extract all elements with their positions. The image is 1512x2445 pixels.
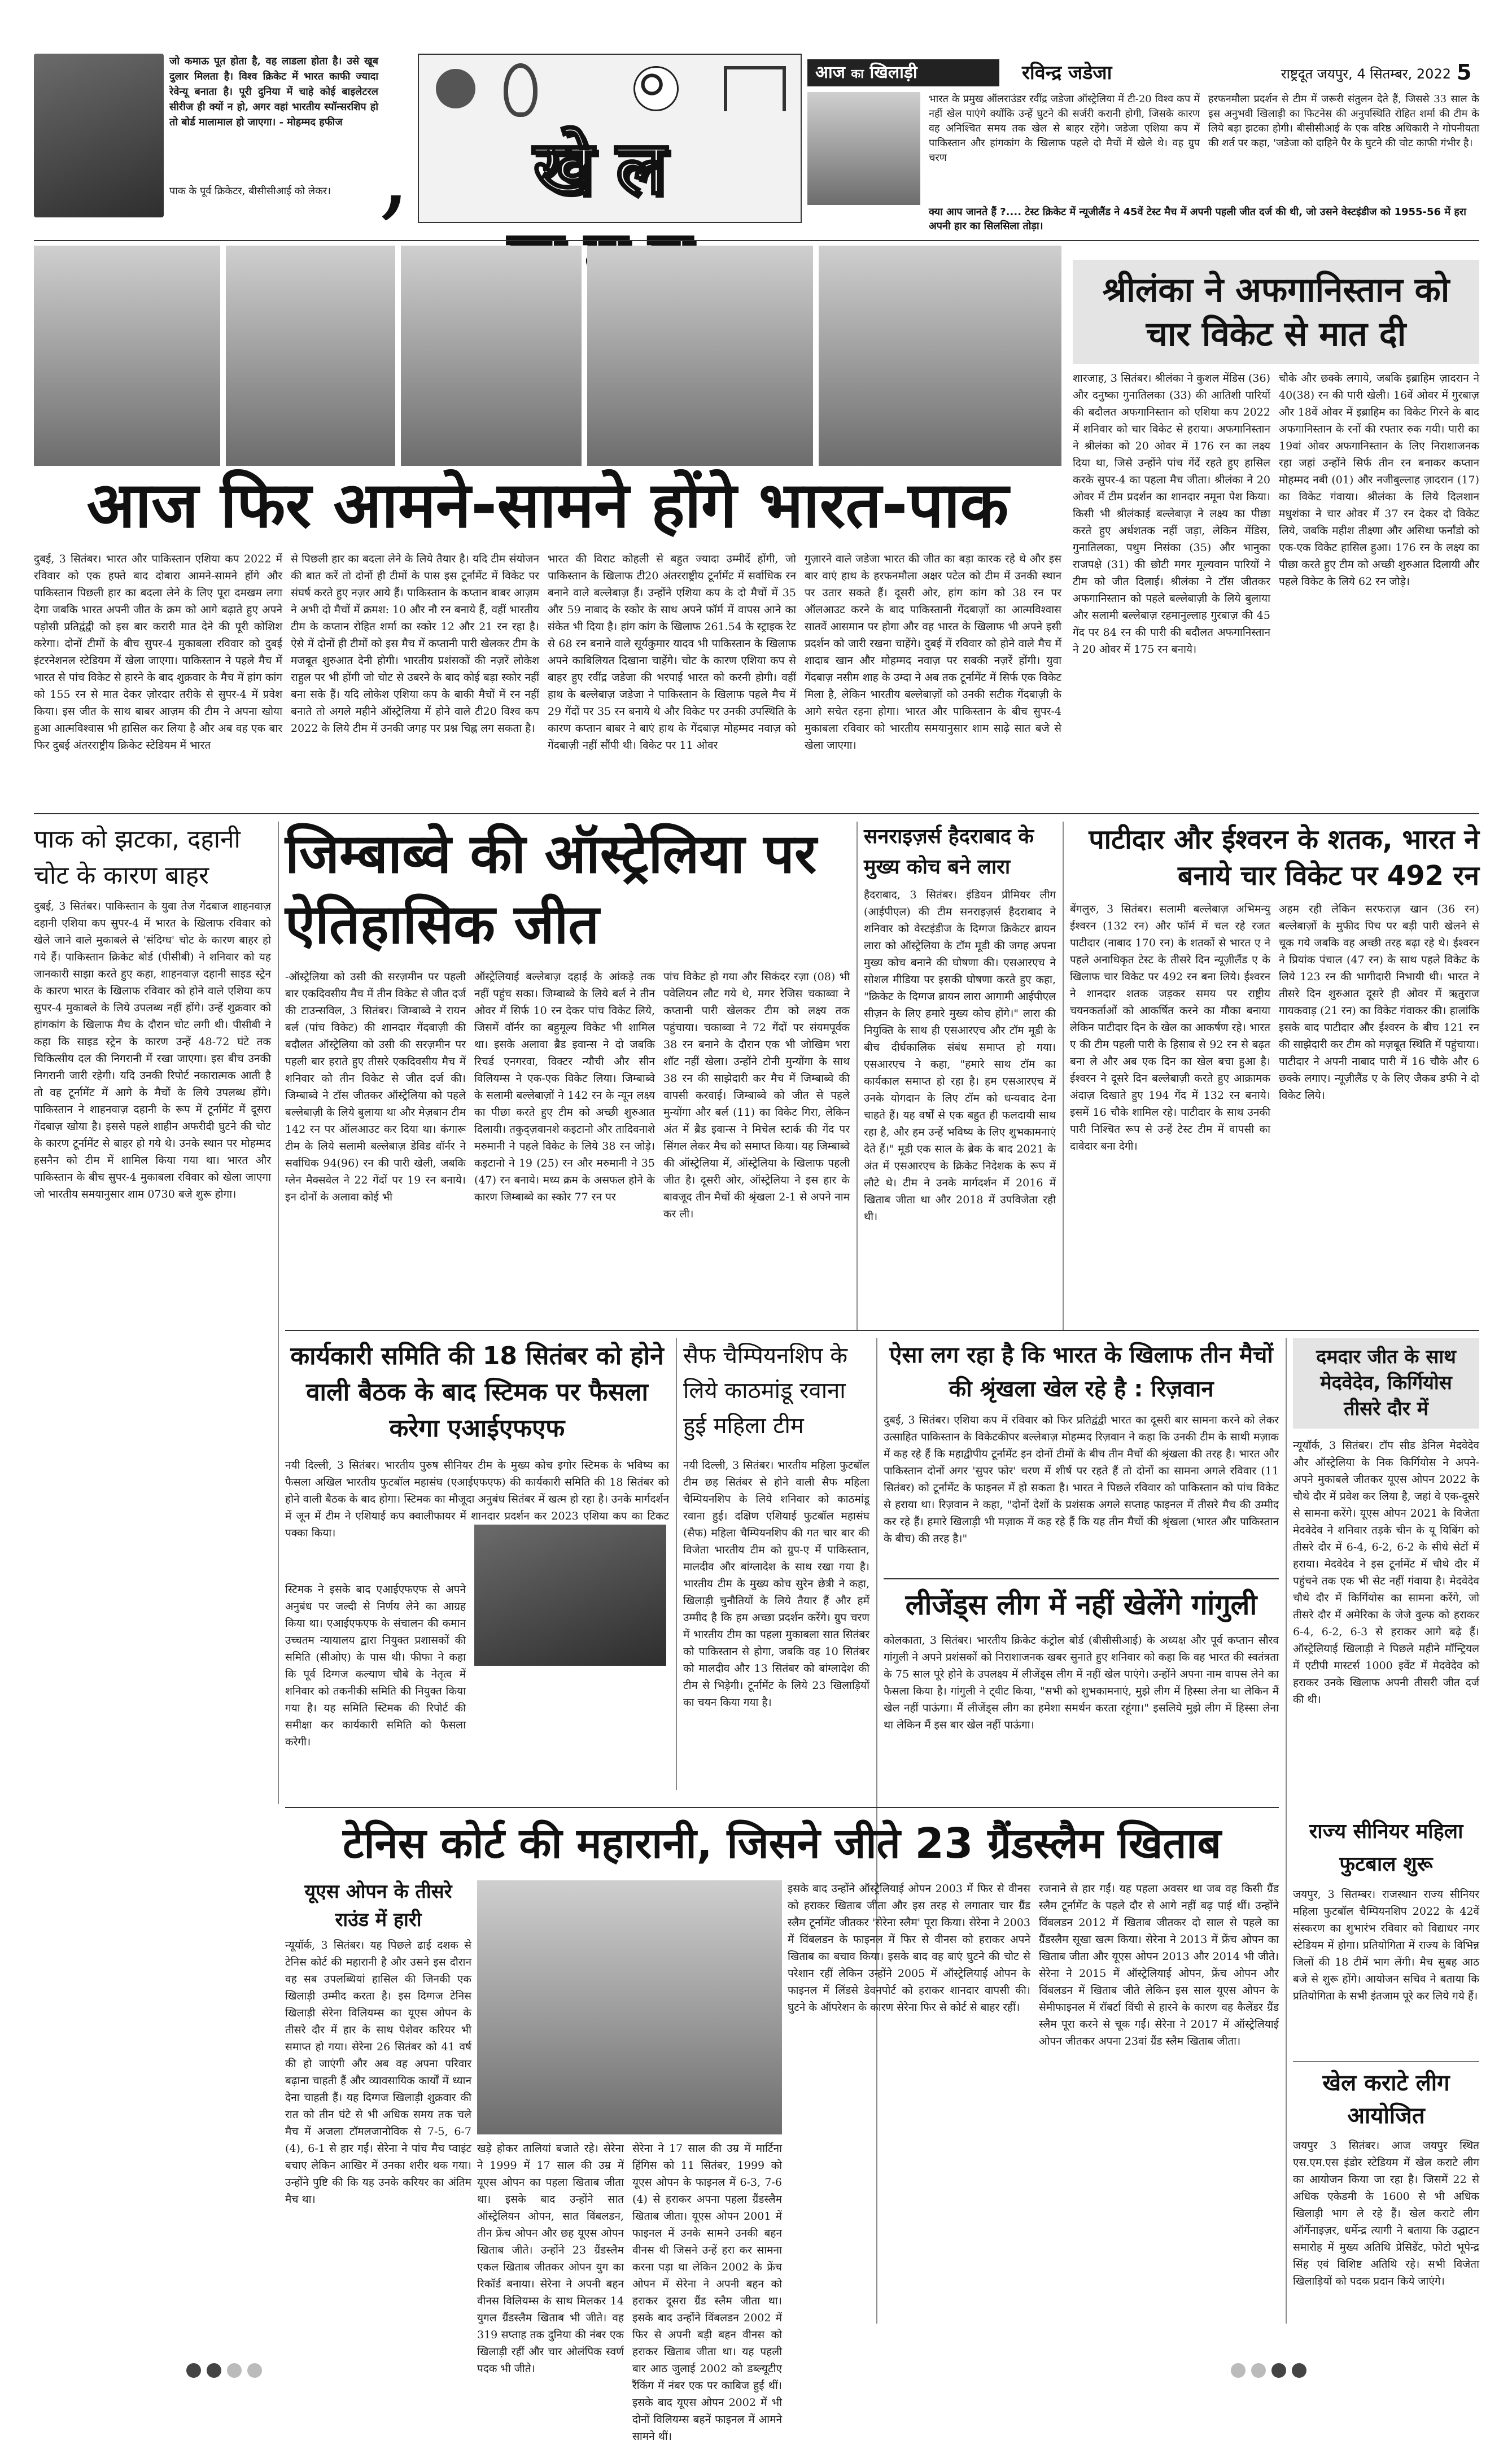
khiladi-label: खिलाड़ी: [869, 63, 917, 82]
row3-rule: [285, 1807, 1279, 1808]
dateline: राष्ट्रदूत जयपुर, 4 सितम्बर, 2022: [1281, 66, 1451, 82]
lead-photo-3: [401, 246, 582, 466]
row2-vrule-2: [856, 822, 858, 1330]
serena-subhead: यूएस ओपन के तीसरे राउंड में हारी: [304, 1880, 452, 1931]
medvedev-headline-box: [1293, 1338, 1479, 1429]
srilanka-headline-box: [1073, 260, 1479, 364]
page-number: 5: [1457, 60, 1472, 85]
lead-headline: आज फिर आमने-सामने होंगे भारत-पाक: [86, 469, 1009, 542]
serena-col-2: खड़े होकर तालियां बजाते रहे। सेरेना ने 1999 में 17 साल की उम्र में यूएस ओपन का पहला खिताब जीता था। इसके बाद उन्होंने सात ऑस्ट्रेलियन ओपन, सात विंबलडन, तीन फ्रेंच ओपन और छह यूएस ओपन खिताब जीते। उन्होंने 23 ग्रैंडस्लैम एकल खिताब जीतकर ओपन युग का रिकॉर्ड बनाया। सेरेना ने अपनी बहन वीनस विलियम्स के साथ मिलकर 14 युगल ग्रैंडस्लैम खिताब भी जीते। वह 319 सप्ताह तक दुनिया की नंबर एक खिलाड़ी रहीं और चार ओलंपिक स्वर्ण पदक भी जीते।: [477, 2142, 624, 2375]
lead-col-2: से पिछली हार का बदला लेने के लिये तैयार है। यदि टीम संयोजन की बात करें तो दोनों ही टीमों के पास इस टूर्नामेंट में विकेट पर संघर्ष करते हुए नज़र आये हैं। पाकिस्तान के कप्तान बाबर आज़म ने अभी दो मैचों में क्रमश: 10 और नौ रन बनाये हैं, वहीं भारतीय टीम के कप्तान रोहित शर्मा का स्कोर 12 और 21 रन रहा है। ऐसे में दोनों ही टीमों को इस मैच में कप्तानी पारी खेलकर टीम के मजबूत शुरुआत देनी होगी। भारतीय प्रशंसकों की नज़रें लोकेश राहुल पर भी होंगी जो चोट से उबरने के बाद कोई बड़ा स्कोर नहीं बना सके हैं। यदि लोकेश एशिया कप के बाकी मैचों में रन नहीं बनाते तो अगले महीने ऑस्ट्रेलिया में होने वाले टी20 विश्व कप 2022 के लिये टीम में उनकी जगह पर प्रश्न चिह्न लग सकता है।: [291, 553, 539, 735]
karate-headline: खेल कराटे लीग आयोजित: [1322, 2070, 1450, 2129]
rizwan-body: दुबई, 3 सितंबर। एशिया कप में रविवार को फिर प्रतिद्वंद्वी भारत का दूसरी बार सामना करने को लेकर उत्साहित पाकिस्तान के विकेटकीपर बल्लेबाज़ मोहम्मद रिज़वान ने कहा कि उनकी टीम के साथी मज़ाक में कह रहे हैं कि महाद्वीपीय टूर्नामेंट इन दोनों टीमों के बीच तीन मैचों की श्रृंखला की तरह है। भारत और पाकिस्तान दोनों अगर 'सुपर फोर' चरण में शीर्ष पर रहते हैं तो दोनों का सामना अगले रविवार (11 सितंबर) को टूर्नामेंट के फाइनल में हो सकता है। भारत ने पिछले रविवार को पाकिस्तान को पांच विकेट से हराया था। रिज़वान ने कहा, "दोनों देशों के प्रशंसक अगले सप्ताह फाइनल में तीसरे मैच की उम्मीद कर रहे हैं। हमारे खिलाड़ी भी मज़ाक में कह रहे हैं कि यह तीन मैचों की श्रृंखला (भारत और पाकिस्तान के बीच) की तरह है।": [884, 1414, 1279, 1545]
football-icon: [633, 66, 679, 111]
row3-vrule-3: [1286, 1338, 1287, 2324]
footer-dot: [1231, 2363, 1246, 2378]
row2-vrule-3: [1063, 822, 1064, 1330]
masthead: [34, 54, 1479, 234]
pak-injury-headline: पाक को झटका, दहानी चोट के कारण बाहर: [34, 825, 241, 890]
footer-dot: [227, 2363, 242, 2378]
footer-dot: [186, 2363, 201, 2378]
row2-vrule-1: [278, 822, 279, 1804]
medvedev-headline: दमदार जीत के साथ मेदवेदेव, किर्गियोस तीसरे दौर में: [1316, 1346, 1456, 1420]
gangly-body: कोलकाता, 3 सितंबर। भारतीय क्रिकेट कंट्रोल बोर्ड (बीसीसीआई) के अध्यक्ष और पूर्व कप्तान सौरव गांगुली ने अपने प्रशंसकों को निराशाजनक खबर सुनाते हुए शनिवार को कहा कि वह भारत की स्वतंत्रता के 75 साल पूरे होने के उपलक्ष्य में लीजेंड्स लीग में नहीं खेल पाएंगे। उन्होंने अपना नाम वापस लेने का फैसला किया है। गांगुली ने ट्वीट किया, "सभी को शुभकामनाएं, मुझे लीग में हिस्सा लेना था लेकिन मैं खेल नहीं पाऊंगा। मैं लीजेंड्स लीग का हमेशा समर्थन करता रहूंगा।" इसलिये मुझे लीग में हिस्सा लेना था लेकिन मैं इस बार खेल नहीं पाऊंगा।: [884, 1634, 1279, 1731]
safchamp-headline: सैफ चैम्पियनशिप के लिये काठमांडू रवाना हुई महिला टीम: [683, 1343, 847, 1439]
left-briefs-placeholder: [34, 1355, 271, 2326]
jadeja-text-2: हरफनमौला प्रदर्शन से टीम में जरूरी संतुलन देते हैं, जिससे 33 साल के इस अनुभवी खिलाड़ी का फिटनेस की अनुपस्थिति रोहित शर्मा की टीम के लिये बड़ा झटका होगी। बीसीसीआई के एक वरिष्ठ अधिकारी ने गोपनीयता की शर्त पर कहा, 'जडेजा को दाहिने पैर के घुटने की चोट काफी गंभीर है।: [1208, 93, 1479, 149]
lead-photo-2: [226, 246, 395, 466]
srilanka-col-1: शारजाह, 3 सितंबर। श्रीलंका ने कुशल मेंडिस (36) और दनुष्का गुनातिलका (33) की आतिशी पारियों की बदौलत अफगानिस्तान को एशिया कप 2022 में शनिवार को चार विकेट से हराया। अफगानिस्तान ने श्रीलंका को 20 ओवर में 176 रन का लक्ष्य दिया था, जिसे उन्होंने पांच गेंदें रहते हुए हासिल करके सुपर-4 का पहला मैच जीता। श्रीलंका ने 20 ओवर में टीम प्रदर्शन का शानदार नमूना पेश किया। किसी भी श्रीलंकाई बल्लेबाज़ ने लक्ष्य का पीछा करते हुए अर्धशतक नहीं जड़ा, लेकिन मेंडिस, गुनातिलका, पथुम निसंका (35) और भानुका राजपक्षे (31) की छोटी मगर मूल्यवान पारियों ने टीम को जीत दिलाई। श्रीलंका ने टॉस जीतकर अफगानिस्तान को पहले बल्लेबाज़ी के लिये बुलाया और सलामी बल्लेबाज़ रहमानुल्लाह गुरबाज़ की 45 गेंद पर 84 रन की पारी की बदौलत अफगानिस्तान ने 20 ओवर में 175 रन बनाये।: [1073, 372, 1270, 656]
player-name: रविन्द्र जडेजा: [1022, 62, 1112, 84]
rizwan-headline: ऐसा लग रहा है कि भारत के खिलाफ तीन मैचों की श्रृंखला खेल रहे है : रिज़वान: [889, 1342, 1273, 1402]
serena-col-4: इसके बाद उन्होंने ऑस्ट्रेलियाई ओपन 2003 में फिर से वीनस को हराकर खिताब जीता और इस तरह से लगातार चार ग्रैंड स्लैम टूर्नामेंट जीतकर 'सेरेना स्लैम' पूरा किया। सेरेना ने 2003 में विंबलडन के फाइनल में फिर से वीनस को हराकर अपने खिताब का बचाव किया। इसके बाद वह बाएं घुटने की चोट से परेशान रहीं लेकिन उन्होंने 2005 में ऑस्ट्रेलियाई ओपन के फाइनल में लिंडसे डेवनपोर्ट को हराकर शानदार वापसी की। घुटने के ऑपरेशन के कारण सेरेना फिर से कोर्ट से बाहर रहीं।: [788, 1883, 1030, 2014]
execcom-col-2: स्टिमक ने इसके बाद एआईएफएफ से अपने अनुबंध पर जल्दी से निर्णय लेने का आग्रह किया था। एआईएफएफ के संचालन की कमान उच्चतम न्यायालय द्वारा नियुक्त प्रशासकों की समिति (सीओए) के पास थी। फीफा ने कहा कि पूर्व दिग्गज कल्याण चौबे के नेतृत्व में शनिवार को तकनीकी समिति की नियुक्त किया गया है। यह समिति स्टिमक की रिपोर्ट की समीक्षा कर कार्यकारी समिति को फैसला करेगी।: [285, 1583, 466, 1748]
footer-dot: [1271, 2363, 1286, 2378]
masthead-rule: [34, 240, 1479, 241]
srh-headline: सनराइज़र्स हैदराबाद के मुख्य कोच बने लारा: [864, 825, 1034, 879]
did-you-know: क्या आप जानते हैं ?.... टेस्ट क्रिकेट में न्यूजीलैंड ने 45वें टेस्ट मैच में अपनी पहली जीत दर्ज की थी, जो उसने वेस्टइंडीज को 1955-56 में हरा अपनी हार का सिलसिला तोड़ा।: [929, 206, 1466, 232]
patidar-col-1: बेंगलुरु, 3 सितंबर। सलामी बल्लेबाज़ अभिमन्यु ईश्वरन (132 रन) और फॉर्म में चल रहे रजत पाटीदार (नाबाद 170 रन) के शतकों से भारत ए ने पहले अनाधिकृत टेस्ट के तीसरे दिन न्यूज़ीलैंड ए के खिलाफ चार विकेट पर 492 रन बना लिये। ईश्वरन ने शानदार शतक जड़कर समय पर राष्ट्रीय चयनकर्ताओं को आकर्षित करने का मौका बनाया लेकिन पाटीदार दिन के खेल का आकर्षण रहे। भारत ए की टीम पहली पारी के हिसाब से 92 रन से बढ़त बना ले और अब एक दिन का खेल बचा हुआ है। ईश्वरन ने दूसरे दिन बल्लेबाज़ी करते हुए आक्रामक अंदाज़ दिखाते हुए 194 गेंद में 132 रन बनाये। इसमें 16 चौके शामिल रहे। पाटीदार के साथ उनकी पारी निश्चित रूप से उन्हें टेस्ट टीम में वापसी का दावेदार बना देगी।: [1070, 903, 1270, 1152]
serena-col-5: रजनाने से हार गईं। यह पहला अवसर था जब वह किसी ग्रैंड स्लैम टूर्नामेंट के पहले दौर से आगे नहीं बढ़ पाई थीं। उन्होंने विंबलडन 2012 में खिताब जीतकर दो साल से पहले का ग्रैंडस्लैम सूखा खत्म किया। सेरेना ने 2013 में फ्रेंच ओपन का खिताब जीता और यूएस ओपन 2013 और 2014 भी जीते। सेरेना ने 2015 में ऑस्ट्रेलियाई ओपन, फ्रेंच ओपन और विंबलडन में खिताब जीते लेकिन इस साल यूएस ओपन के सेमीफाइनल में रॉबर्टा विंची से हारने के कारण वह कैलेंडर ग्रैंड स्लैम पूरा करने से चूक गईं। सेरेना ने 2017 में ऑस्ट्रेलियाई ओपन जीतकर अपना 23वां ग्रैंड स्लैम खिताब जीता।: [1039, 1883, 1279, 2047]
karate-rule: [1293, 2061, 1479, 2062]
cricket-ball-icon: [436, 69, 475, 108]
lead-col-3: भारत की विराट कोहली से बहुत ज्यादा उम्मीदें होंगी, जो पाकिस्तान के खिलाफ टी20 अंतरराष्ट्रीय टूर्नामेंट में सर्वाधिक रन बनाने वाले बल्लेबाज़ हैं। उन्होंने एशिया कप के दो मैचों में 35 और 59 नाबाद के स्कोर के साथ अपने फॉर्म में वापस आने का संकेत भी दिया है। हांग कांग के खिलाफ 261.54 के स्ट्राइक रेट से 68 रन बनाने वाले सूर्यकुमार यादव भी पाकिस्तान के खिलाफ अपने काबिलियत दिखाना चाहेंगे। चोट के कारण एशिया कप से बाहर हुए रवींद्र जडेजा की भरपाई भारत को करनी होगी। वहीं हाथ के बल्लेबाज़ जडेजा ने पाकिस्तान के खिलाफ पहले मैच में 29 गेंदों पर 35 रन बनाये थे और विकेट पर उनकी उपस्थिति के कारण कप्तान बाबर ने बाएं हाथ के गेंदबाज़ मोहम्मद नवाज़ को गेंदबाज़ी नहीं सौंपी थी। विकेट पर 11 ओवर: [548, 553, 796, 752]
zim-col-3: पांच विकेट हो गया और सिकंदर रज़ा (08) भी पवेलियन लौट गये थे, मगर रेजिस चकाब्वा ने कप्तानी पारी खेलकर टीम को लक्ष्य तक पहुंचाया। चकाब्वा ने 72 गेंदों पर संयमपूर्वक 38 रन बनाने के दौरान एक भी जोखिम भरा शॉट नहीं खेला। उन्होंने टोनी मुन्योंगा के साथ 38 रन की साझेदारी कर मैच में जिम्बाब्वे की वापसी करवाई। जिम्बाब्वे को जीत से पहले मुन्योंगा और बर्ल (11) का विकेट गिरा, लेकिन अंत में ब्रैड इवान्स ने मिचेल स्टार्क की गेंद पर सिंगल लेकर मैच को समाप्त किया। यह जिम्बाब्वे की ऑस्ट्रेलिया में, ऑस्ट्रेलिया के खिलाफ पहली जीत है। दूसरी ओर, ऑस्ट्रेलिया ने इस हार के बावजूद तीन मैचों की श्रृंखला 2-1 से अपने नाम कर ली।: [663, 971, 850, 1220]
row1-rule: [34, 813, 1479, 814]
karate-body: जयपुर 3 सितंबर। आज जयपुर स्थित एस.एम.एस इंडोर स्टेडियम में खेल कराटे लीग का आयोजन किया जा रहा है। जिसमें 22 से अधिक एकेडमी के 1600 से भी अधिक खिलाड़ी भाग ले रहे हैं। खेल कराटे लीग ऑर्गेनाइज़र, धर्मेन्द्र त्यागी ने बताया कि उद्घाटन समारोह में मुख्य अतिथि प्रेसिडेंट, फोटो भूपेन्द्र सिंह एवं विशिष्ट अतिथि रहे। सभी विजेता खिलाड़ियों को पदक प्रदान किये जाएंगे।: [1293, 2140, 1479, 2287]
medvedev-body: न्यूयॉर्क, 3 सितंबर। टॉप सीड डेनिल मेदवेदेव और ऑस्ट्रेलिया के निक किर्गियोस ने अपने-अपने मुकाबले जीतकर यूएस ओपन 2022 के चौथे दौर में प्रवेश कर लिया है, जहां वे एक-दूसरे से सामना करेंगे। यूएस ओपन 2021 के विजेता मेदवेदेव ने शनिवार तड़के चीन के यू यिबिंग को तीसरे दौर में 6-4, 6-2, 6-2 के सीधे सेटों में हराया। मेदवेदेव ने इस टूर्नामेंट में चौथे दौर में पहुंचने तक एक भी सेट नहीं गंवाया है। मेदवेदेव चौथे दौर में किर्गियोस का सामना करेंगे, जो तीसरे दौर में अमेरिका के जेजे वुल्फ को हराकर 6-4, 6-2, 6-3 से हराकर आगे बढ़े हैं। ऑस्ट्रेलियाई खिलाड़ी ने पिछले महीने मॉन्ट्रियल में एटीपी मास्टर्स 1000 इवेंट में मेदवेदेव को हराकर उनके खिलाफ अपनी तीसरी जीत दर्ज की थी।: [1293, 1439, 1479, 1706]
rajfootball-body: जयपुर, 3 सितम्बर। राजस्थान राज्य सीनियर महिला फुटबॉल चैम्पियनशिप 2022 के 42वें संस्करण का शुभारंभ रविवार को विद्याधर नगर स्टेडियम में होगा। प्रतियोगिता में राज्य के विभिन्न जिलों की 18 टीमें भाग लेंगी। मैच सुबह आठ बजे से शुरू होंगे। आयोजन सचिव ने बताया कि प्रतियोगिता के सभी इंतजाम पूरे कर लिये गये हैं।: [1293, 1888, 1479, 2002]
safchamp-body: नयी दिल्ली, 3 सितंबर। भारतीय महिला फुटबॉल टीम छह सितंबर से होने वाली सैफ महिला चैम्पियनशिप के लिये शनिवार को काठमांडू रवाना हुई। दक्षिण एशियाई फुटबॉल महासंघ (सैफ) महिला चैम्पियनशिप की गत चार बार की विजेता भारतीय टीम को ग्रुप-ए में पाकिस्तान, मालदीव और बांग्लादेश के साथ रखा गया है। भारतीय टीम के मुख्य कोच सुरेन छेत्री ने कहा, खिलाड़ी चुनौतियों के लिये तैयार हैं और हमें उम्मीद है कि हम अच्छा प्रदर्शन करेंगे। ग्रुप चरण में भारतीय टीम का पहला मुकाबला सात सितंबर को पाकिस्तान से होगा, जबकि वह 10 सितंबर को मालदीव और 13 सितंबर को बांग्लादेश की टीम से भिड़ेगी। टूर्नामेंट के लिये 23 खिलाड़ियों का चयन किया गया है।: [683, 1459, 869, 1709]
quote-mark-icon: ,: [378, 113, 411, 231]
jadeja-text: भारत के प्रमुख ऑलराउंडर रवींद्र जडेजा ऑस्ट्रेलिया में टी-20 विश्व कप में नहीं खेल पाएंगे क्योंकि उन्हें घुटने की सर्जरी करानी होगी, जिसके कारण वह अनिश्चित समय तक खेल से बाहर रहेंगे। जडेजा एशिया कप में पाकिस्तान और हांगकांग के खिलाफ पहले दो मैचों में खेले थे। वह ग्रुप चरण: [929, 93, 1200, 164]
lead-photo-5: [819, 246, 1061, 466]
lead-col-4: गुज़ारने वाले जडेजा भारत की जीत का बड़ा कारक रहे थे और इस बार वाएं हाथ के हरफनमौला अक्षर पटेल को टीम में उनकी स्थान पर उतार सकते हैं। दूसरी ओर, हांग कांग को 38 रन पर ऑलआउट करने के बाद पाकिस्तानी गेंदबाज़ों का आत्मविश्वास सातवें आसमान पर होगा और वह भारत के खिलाफ भी अपने इसी प्रदर्शन को जारी रखना चाहेंगे। दुबई में रविवार को होने वाले मैच में शादाब खान और मोहम्मद नवाज़ पर सबकी नज़रें होंगी। युवा गेंदबाज़ नसीम शाह के उम्दा ने अब तक टूर्नामेंट में सिर्फ एक विकेट मिला है, लेकिन भारतीय बल्लेबाज़ों को उनकी सटीक गेंदबाज़ी के आगे सचेत रहना होगा। भारत और पाकिस्तान के बीच सुपर-4 मुकाबला रविवार को भारतीय समयानुसार शाम साढ़े सात बजे से खेला जाएगा।: [805, 553, 1061, 752]
lead-col-1: दुबई, 3 सितंबर। भारत और पाकिस्तान एशिया कप 2022 में रविवार को एक हफ्ते बाद दोबारा आमने-सामने होंगे और पाकिस्तान पिछली हार का बदला लेने के लिए पूरा दमखम लगा देगा जबकि भारत अपनी जीत के क्रम को आगे बढ़ाते हुए अपने पड़ोसी प्रतिद्वंद्वी को इस बार करारी मात देने की पूरी कोशिश करेगा। दोनों टीमों के बीच सुपर-4 मुकाबला रविवार को दुबई इंटरनेशनल स्टेडियम में खेला जाएगा। पाकिस्तान ने पहले मैच में भारत से पांच विकेट से हारने के बाद शुक्रवार के मैच में हांग कांग को 155 रन से मात देकर ज़ोरदार तरीके से सुपर-4 में प्रवेश किया। इस जीत के साथ बाबर आज़म की टीम ने अपना खोया हुआ आत्मविश्वास भी हासिल कर लिया है और अब वह एक बार फिर दुबई अंतरराष्ट्रीय क्रिकेट स्टेडियम में भारत: [34, 553, 282, 752]
lead-photo-4: [587, 246, 813, 466]
srilanka-headline: श्रीलंका ने अफगानिस्तान को चार विकेट से मात दी: [1102, 270, 1450, 354]
gangly-headline: लीजेंड्स लीग में नहीं खेलेंगे गांगुली: [905, 1588, 1257, 1621]
row3-vrule-1: [676, 1338, 677, 1790]
zim-col-1: -ऑस्ट्रेलिया को उसी की सरज़मीन पर पहली बार एकदिवसीय मैच में तीन विकेट से जीत दर्ज की टाउन्सविल, 3 सितंबर। जिम्बाब्वे ने रायन बर्ल (पांच विकेट) की शानदार गेंदबाज़ी की बदौलत ऑस्ट्रेलिया को उसी की सरज़मीन पर पहली बार हराते हुए तीसरे एकदिवसीय मैच में शनिवार को तीन विकेट से जीत दर्ज की। जिम्बाब्वे ने टॉस जीतकर ऑस्ट्रेलिया को पहले बल्लेबाज़ी के लिये बुलाया था और मेज़बान टीम 142 रन पर ऑलआउट कर दिया था। कंगारू टीम के लिये सलामी बल्लेबाज़ डेविड वॉर्नर ने सर्वाधिक 94(96) रन की पारी खेली, जबकि ग्लेन मैक्सवेल ने 22 गेंदों पर 19 रन बनाये। इन दोनों के अलावा कोई भी: [285, 971, 466, 1203]
football-photo: [474, 1525, 666, 1666]
footer-dot: [1251, 2363, 1266, 2378]
gangly-rule: [884, 1578, 1279, 1579]
serena-headline: टेनिस कोर्ट की महारानी, जिसने जीते 23 ग्रैंडस्लैम खिताब: [343, 1819, 1221, 1868]
execcom-col-1: नयी दिल्ली, 3 सितंबर। भारतीय पुरुष सीनियर टीम के मुख्य कोच इगोर स्टिमक के भविष्य का फैसला अखिल भारतीय फुटबॉल महासंघ (एआईएफएफ) की कार्यकारी समिति की 18 सितंबर को होने वाली बैठक के बाद होगा। स्टिमक का मौजूदा अनुबंध सितंबर में खत्म हो रहा है। उनके मार्गदर्शन में जून में टीम ने एशियाई कप क्वालीफायर में शानदार प्रदर्शन कर 2023 एशिया कप का टिकट पक्का किया।: [285, 1459, 669, 1539]
jadeja-photo: [807, 92, 920, 205]
serena-photo: [477, 1880, 782, 2134]
srilanka-col-2: चौके और छक्के लगाये, जबकि इब्राहिम ज़ादरान ने 40(38) रन की पारी खेली। 16वें ओवर में गुरबाज़ और 18वें ओवर में इब्राहिम का विकेट गिरने के बाद अफगानिस्तान के रनों की रफ्तार रुक गयी। पारी का 19वां ओवर अफगानिस्तान के लिए निराशाजनक रहा जहां उन्होंने सिर्फ तीन रन बनाकर कप्तान मोहम्मद नबी (01) और नजीबुल्लाह ज़ादरान (17) का विकेट गंवाया। श्रीलंका के लिये दिलशान मधुशंका ने चार ओवर में 37 रन देकर दो विकेट लिये, जबकि महीश तीक्ष्णा और असिथा फर्नांडो को एक-एक विकेट हासिल हुआ। 176 रन के लक्ष्य का पीछा करते हुए टीम को अच्छी शुरुआत दिलायी और पहले विकेट के लिये 62 रन जोड़े।: [1279, 372, 1479, 588]
patidar-headline: पाटीदार और ईश्वरन के शतक, भारत ने बनाये चार विकेट पर 492 रन: [1089, 824, 1479, 892]
hafeez-photo: [34, 54, 164, 217]
tennis-racket-icon: [504, 63, 537, 117]
basketball-hoop-icon: [724, 66, 786, 111]
serena-col-1: न्यूयॉर्क, 3 सितंबर। यह पिछले ढाई दशक से टेनिस कोर्ट की महारानी है और उसने इस दौरान वह सब उपलब्धियां हासिल की जिनकी एक खिलाड़ी उम्मीद करता है। इस दिग्गज टेनिस खिलाड़ी सेरेना विलियम्स का यूएस ओपन के तीसरे दौर में हार के साथ पेशेवर करियर भी समाप्त हो गया। सेरेना 26 सितंबर को 41 वर्ष की हो जाएंगी और अब वह अपना परिवार बढ़ाना चाहती हैं और व्यावसायिक कार्यों में ध्यान देना चाहती हैं। यह दिग्गज खिलाड़ी शुक्रवार की रात को तीन घंटे से भी अधिक समय तक चले मैच में अजला टॉमलजानोविक से 7-5, 6-7 (4), 6-1 से हार गईं। सेरेना ने पांच मैच प्वाइंट बचाए लेकिन आखिर में उनका शरीर थक गया। उन्होंने पुष्टि की कि यह उनके करियर का अंतिम मैच था।: [285, 1939, 471, 2206]
serena-col-3: सेरेना ने 17 साल की उम्र में मार्टिना हिंगिस को 11 सितंबर, 1999 को यूएस ओपन के फाइनल में 6-3, 7-6 (4) से हराकर अपना पहला ग्रैंडस्लैम खिताब जीता। यूएस ओपन 2001 में फाइनल में उनके सामने उनकी बहन वीनस थी जिसने उन्हें हरा कर सामना करना पड़ा था लेकिन 2002 के फ्रेंच ओपन में सेरेना ने अपनी बहन को हराकर दूसरा ग्रैंड स्लैम जीता था। इसके बाद उन्होंने विंबलडन 2002 में फिर से अपनी बड़ी बहन वीनस को हराकर खिताब जीता था। यह पहली बार आठ जुलाई 2002 को डब्ल्यूटीए रैंकिंग में नंबर एक पर काबिज हुईं थीं। इसके बाद यूएस ओपन 2002 में भी दोनों विलियम्स बहनें फाइनल में आमने सामने थीं।: [632, 2142, 782, 2443]
aaj-label: आज: [815, 63, 845, 82]
ka-label: का: [851, 67, 864, 81]
section-title-block: [418, 54, 802, 223]
hafeez-caption: पाक के पूर्व क्रिकेटर, बीसीसीआई को लेकर।: [169, 185, 331, 197]
execcom-headline: कार्यकारी समिति की 18 सितंबर को होने वाली बैठक के बाद स्टिमक पर फैसला करेगा एआईएफएफ: [290, 1342, 664, 1443]
zim-headline: जिम्बाब्वे की ऑस्ट्रेलिया पर ऐतिहासिक जीत: [285, 822, 817, 956]
hafeez-quote: जो कमाऊ पूत होता है, वह लाडला होता है। उसे खूब दुलार मिलता है। विश्व क्रिकेट में भारत काफी ज्यादा रेवेन्यू बनाता है। पूरी दुनिया में चाहे कोई बाइलेटरल सीरीज ही क्यों न हो, अगर वहां भारतीय स्पॉन्सरशिप हो तो बोर्ड मालामाल हो जाएगा। - मोहम्मद हफीज: [169, 55, 378, 128]
section-title: खेल: [533, 125, 689, 211]
lead-photo-1: [34, 246, 220, 466]
aaj-ka-khiladi-label: [807, 59, 999, 86]
footer-dots-right: [1231, 2363, 1344, 2386]
lead-photo-strip: [34, 246, 1061, 466]
footer-dot: [207, 2363, 221, 2378]
footer-dot: [247, 2363, 262, 2378]
patidar-col-2: अहम रही लेकिन सरफराज़ खान (36 रन) बल्लेबाज़ों के मुफीद पिच पर बड़ी पारी खेलने से चूक गये जबकि वह अच्छी तरह बढ़ा रहे थे। ईश्वरन ने प्रियांक पंचाल (47 रन) के साथ पहले विकेट के लिये 123 रन की भागीदारी निभायी थी। भारत ने तीसरे दिन शुरुआत दूसरे ही ओवर में ऋतुराज गायकवाड़ (21 रन) का विकेट गंवाकर की। हालांकि इसके बाद पाटीदार और ईश्वरन के बीच 121 रन की साझेदारी कर टीम को मज़बूत स्थिति में पहुंचाया। पाटीदार ने अपनी नाबाद पारी में 16 चौके और 6 छक्के लगाए। न्यूज़ीलैंड ए के लिए जैकब डफी ने दो विकेट लिये।: [1279, 903, 1479, 1102]
pak-injury-body: दुबई, 3 सितंबर। पाकिस्तान के युवा तेज गेंदबाज शाहनवाज़ दहानी एशिया कप सुपर-4 में भारत के खिलाफ रविवार को खेले जाने वाले मुकाबले से 'संदिग्ध' चोट के कारण बाहर हो गये हैं। पाकिस्तान क्रिकेट बोर्ड (पीसीबी) ने शनिवार को यह जानकारी साझा करते हुए कहा, शाहनवाज़ दहानी साइड स्ट्रेन के कारण भारत के खिलाफ रविवार को होने वाले एशिया कप सुपर-4 मुकाबले के लिये उपलब्ध नहीं होंगे। उन्हें शुक्रवार को हांगकांग के खिलाफ मैच के दौरान चोट लगी थी। पीसीबी ने कहा कि साइड स्ट्रेन के कारण उन्हें 48-72 घंटे तक चिकित्सीय दल की निगरानी में रखा जाएगा। इस बीच उनकी निगरानी जारी रहेगी। यदि उनकी रिपोर्ट नकारात्मक आती है तो वह टूर्नामेंट में आगे के मैचों के लिये उपलब्ध होंगे। पाकिस्तान ने शाहनवाज़ दहानी के रूप में टूर्नामेंट में दूसरा गेंदबाज़ खोया है। इससे पहले शाहीन अफरीदी घुटने की चोट के कारण टूर्नामेंट से बाहर हो गये थे। उनके स्थान पर मोहम्मद हसनैन को टीम में शामिल किया गया था। भारत और पाकिस्तान के बीच सुपर-4 मुकाबला रविवार को खेला जाएगा जो भारतीय समयानुसार शाम 0730 बजे शुरू होगा।: [34, 900, 271, 1200]
rajfootball-headline: राज्य सीनियर महिला फुटबाल शुरू: [1309, 1820, 1463, 1876]
srh-body: हैदराबाद, 3 सितंबर। इंडियन प्रीमियर लीग (आईपीएल) की टीम सनराइज़र्स हैदराबाद ने शनिवार को वेस्टइंडीज के दिग्गज क्रिकेटर ब्रायन लारा को ऑस्ट्रेलिया के टॉम मूडी की जगह अपना मुख्य कोच बनाने की घोषणा की। एसआरएच ने सोशल मीडिया पर इसकी घोषणा करते हुए कहा, "क्रिकेट के दिग्गज ब्रायन लारा आगामी आईपीएल सीज़न के लिए हमारे मुख्य कोच होंगे।" लारा की नियुक्ति के साथ ही एसआरएच और टॉम मूडी के बीच दीर्घकालिक संबंध समाप्त हो गया। एसआरएच ने कहा, "हमारे साथ टॉम का कार्यकाल समाप्त हो रहा है। हम एसआरएच में उनके योगदान के लिए टॉम को धन्यवाद देना चाहते हैं। यह वर्षों से एक बहुत ही फलदायी साथ रहा है, और हम उन्हें भविष्य के लिए शुभकामनाएं देते हैं।" मूडी एक साल के ब्रेक के बाद 2021 के अंत में एसआरएच के क्रिकेट निदेशक के रूप में लौटे थे। टीम ने उनके मार्गदर्शन में 2016 में खिताब जीता था और 2018 में उपविजेता रही थी।: [864, 889, 1056, 1223]
footer-dots-left: [186, 2363, 299, 2386]
row2-rule: [285, 1330, 1479, 1331]
footer-dot: [1292, 2363, 1306, 2378]
zim-col-2: ऑस्ट्रेलियाई बल्लेबाज़ दहाई के आंकड़े तक नहीं पहुंच सका। जिम्बाब्वे के लिये बर्ल ने तीन ओवर में सिर्फ 10 रन देकर पांच विकेट लिये, जिसमें वॉर्नर का बहुमूल्य विकेट भी शामिल था। इसके अलावा ब्रैड इवान्स ने दो जबकि रिचर्ड एनगरवा, विक्टर न्यौची और सीन विलियम्स ने एक-एक विकेट लिया। जिम्बाब्वे के सलामी बल्लेबाज़ों ने 142 रन के न्यून लक्ष्य का पीछा करते हुए टीम को अच्छी शुरुआत दिलायी। तकुद्ज़वानशे कइटानो और तादिवनाशे मरुमानी ने पहले विकेट के लिये 38 रन जोड़े। कइटानो ने 19 (25) रन और मरुमानी ने 35 (47) रन बनाये। मध्य क्रम के असफल होने के कारण जिम्बाब्वे का स्कोर 77 रन पर: [474, 971, 655, 1203]
